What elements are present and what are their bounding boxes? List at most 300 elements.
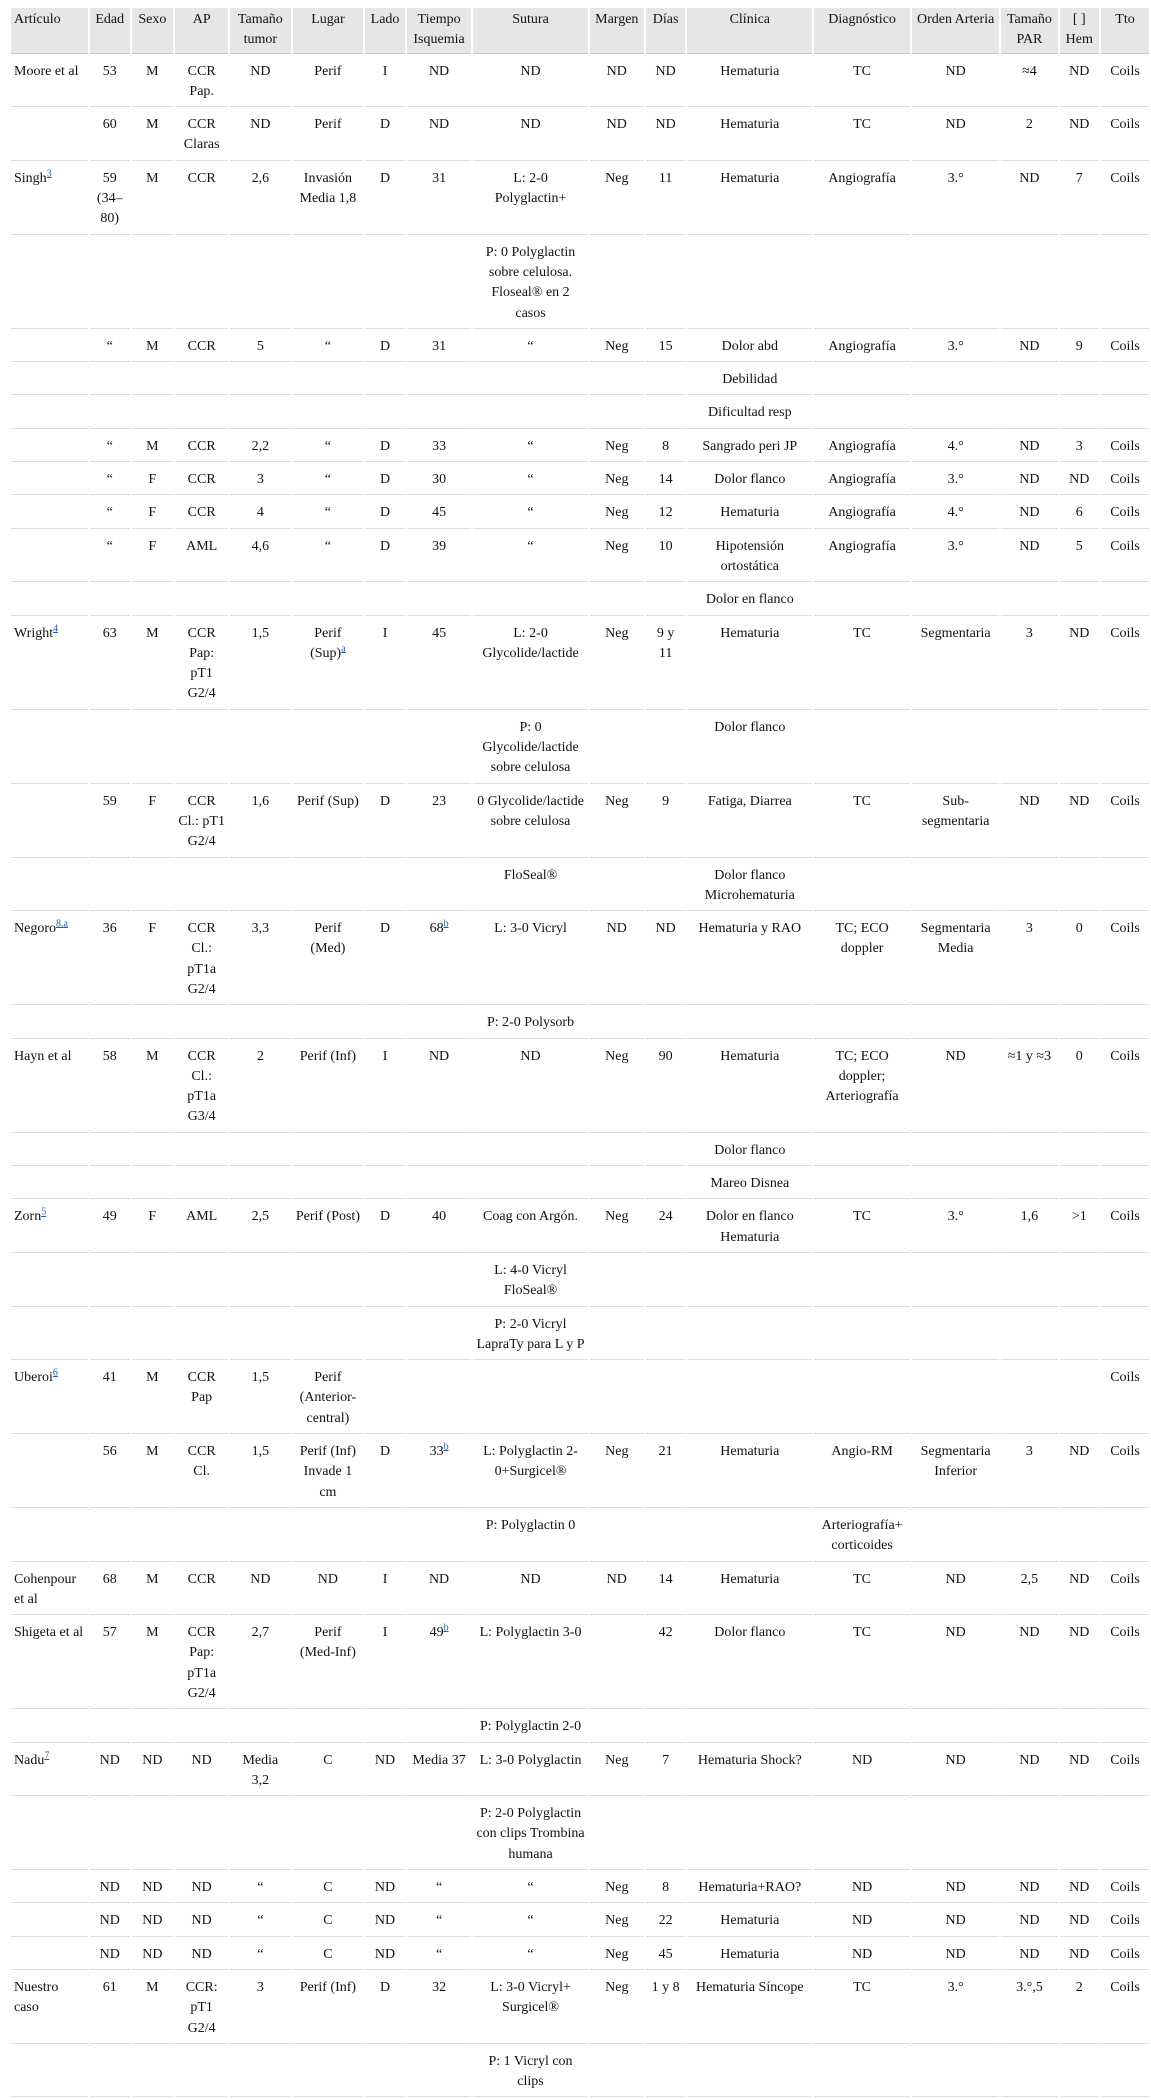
table-cell: [687, 109, 812, 161]
table-cell: [175, 584, 228, 615]
cell-text: L: 2-0 Glycolide/lactide: [482, 625, 579, 661]
cell-text: Angiografía: [828, 505, 896, 521]
table-cell: [590, 1745, 644, 1797]
table-cell: [293, 1436, 364, 1508]
cell-text: Invasión Media 1,8: [299, 170, 357, 207]
cell-text: 68: [102, 1571, 117, 1587]
cell-text: M: [146, 117, 159, 133]
table-cell: [175, 2046, 228, 2098]
cell-text: 1,6: [1020, 1209, 1039, 1225]
table-cell: [293, 1135, 364, 1166]
table-cell: [814, 397, 910, 428]
table-cell: [1060, 860, 1100, 912]
table-cell: [132, 464, 174, 495]
table-cell: [175, 786, 228, 858]
cell-text: “: [257, 1913, 264, 1929]
footnote-mark[interactable]: b: [443, 918, 449, 930]
table-cell: [407, 1939, 472, 1970]
table-row: [11, 1436, 1149, 1508]
cell-text: Nadu: [14, 1752, 45, 1768]
table-cell: [912, 1007, 999, 1038]
table-cell: [1001, 913, 1057, 1005]
table-cell: [646, 364, 686, 395]
table-cell: [1060, 1711, 1100, 1742]
cell-text: 56: [102, 1444, 117, 1460]
table-cell: [814, 1939, 910, 1970]
table-row: [11, 331, 1149, 362]
table-cell: [687, 1255, 812, 1307]
table-cell: [473, 56, 587, 108]
table-cell: [90, 618, 130, 710]
comparison-table: [9, 6, 1151, 2099]
table-cell: [687, 56, 812, 108]
table-cell: [230, 1972, 290, 2044]
cell-text: TC: [853, 793, 872, 809]
table-cell: [912, 1510, 999, 1562]
cell-text: CCR: [187, 170, 216, 186]
table-cell: [175, 1905, 228, 1936]
table-cell: [687, 497, 812, 528]
table-cell: [132, 397, 174, 428]
table-cell: [646, 237, 686, 329]
cell-text: M: [146, 170, 159, 186]
cell-text: 49: [429, 1625, 444, 1641]
table-cell: [912, 431, 999, 462]
cell-text: ND: [1069, 1571, 1090, 1587]
table-cell: [11, 497, 88, 528]
table-cell: [175, 1972, 228, 2044]
table-cell: [473, 497, 587, 528]
table-cell: [646, 1168, 686, 1199]
table-cell: [1101, 2046, 1149, 2098]
cell-text: F: [148, 1209, 157, 1225]
cell-text: 0: [1075, 921, 1083, 937]
cell-text: L: 4-0 Vicryl FloSeal®: [494, 1262, 567, 1299]
footnote-mark[interactable]: a: [341, 643, 346, 655]
table-cell: [1060, 364, 1100, 395]
table-cell: [473, 163, 587, 235]
cell-text: ND: [1069, 63, 1090, 79]
table-cell: [1060, 1872, 1100, 1903]
table-cell: [1101, 1255, 1149, 1307]
cell-text: Neg: [605, 1048, 629, 1064]
table-row: [11, 364, 1149, 395]
table-cell: [407, 497, 472, 528]
cell-text: P: 1 Vicryl con clips: [488, 2053, 573, 2090]
table-cell: [11, 531, 88, 583]
table-cell: [590, 584, 644, 615]
table-cell: [365, 1939, 405, 1970]
table-cell: [365, 618, 405, 710]
table-cell: [11, 1201, 88, 1253]
table-cell: [175, 497, 228, 528]
table-cell: [11, 1798, 88, 1870]
table-cell: [175, 163, 228, 235]
table-cell: [365, 1711, 405, 1742]
table-row: [11, 1711, 1149, 1742]
table-cell: [1001, 1798, 1057, 1870]
table-cell: [912, 1255, 999, 1307]
table-cell: [293, 163, 364, 235]
table-cell: [1060, 497, 1100, 528]
table-cell: [407, 1617, 472, 1709]
table-cell: [473, 237, 587, 329]
table-cell: [1101, 1135, 1149, 1166]
table-cell: [407, 464, 472, 495]
table-cell: [407, 531, 472, 583]
cell-text: ND: [606, 63, 627, 79]
table-cell: [646, 1362, 686, 1434]
table-cell: [1060, 431, 1100, 462]
cell-text: 49: [102, 1209, 117, 1225]
table-cell: [230, 2046, 290, 2098]
table-cell: [1001, 1135, 1057, 1166]
table-cell: [687, 1711, 812, 1742]
cell-text: ND: [655, 921, 676, 937]
table-cell: [473, 531, 587, 583]
cell-text: Sangrado peri JP: [702, 438, 798, 454]
cell-text: Dolor flanco: [714, 1142, 786, 1158]
table-cell: [912, 1872, 999, 1903]
reference-link[interactable]: 5: [41, 1206, 47, 1218]
table-cell: [230, 1255, 290, 1307]
cell-text: “: [527, 505, 534, 521]
table-cell: [590, 1972, 644, 2044]
table-cell: [687, 1510, 812, 1562]
cell-text: ND: [142, 1880, 163, 1896]
reference-link[interactable]: 8,a: [56, 918, 68, 930]
table-cell: [646, 2046, 686, 2098]
column-header: AP: [175, 8, 228, 54]
reference-link[interactable]: 7: [44, 1749, 50, 1761]
table-cell: [646, 618, 686, 710]
cell-text: L: 3-0 Polyglactin: [479, 1752, 582, 1768]
table-cell: [132, 364, 174, 395]
table-cell: [687, 1135, 812, 1166]
reference-link[interactable]: 6: [52, 1367, 58, 1379]
table-cell: [365, 860, 405, 912]
table-cell: [1101, 786, 1149, 858]
table-cell: [814, 1617, 910, 1709]
table-cell: [1101, 497, 1149, 528]
table-cell: [1060, 1972, 1100, 2044]
cell-text: L: 2-0 Polyglactin+: [494, 170, 567, 207]
reference-link[interactable]: 3: [46, 168, 52, 180]
cell-text: 3.°: [947, 1209, 964, 1225]
table-cell: [175, 618, 228, 710]
table-cell: [814, 786, 910, 858]
table-cell: [1101, 331, 1149, 362]
cell-text: Perif (Med): [310, 921, 346, 957]
cell-text: “: [324, 538, 332, 554]
cell-text: ND: [1069, 1913, 1090, 1929]
table-cell: [293, 913, 364, 1005]
table-cell: [912, 618, 999, 710]
cell-text: 1,5: [251, 1444, 270, 1460]
cell-text: “: [324, 338, 332, 354]
table-cell: [365, 1041, 405, 1133]
table-cell: [1001, 531, 1057, 583]
cell-text: C: [323, 1752, 333, 1768]
cell-text: F: [148, 793, 157, 809]
table-cell: [912, 109, 999, 161]
table-cell: [293, 1041, 364, 1133]
cell-text: M: [146, 1571, 159, 1587]
table-cell: [687, 1745, 812, 1797]
cell-text: CCR Cl.: pT1 G2/4: [178, 793, 225, 850]
table-cell: [11, 1168, 88, 1199]
table-cell: [132, 1905, 174, 1936]
table-cell: [1101, 1007, 1149, 1038]
table-cell: [646, 712, 686, 784]
table-cell: [90, 1168, 130, 1199]
table-cell: [407, 1564, 472, 1616]
table-cell: [293, 2046, 364, 2098]
table-cell: [912, 56, 999, 108]
table-cell: [11, 1041, 88, 1133]
table-cell: [814, 860, 910, 912]
cell-text: 1 y 8: [651, 1979, 680, 1995]
table-cell: [90, 1201, 130, 1253]
table-cell: [590, 1436, 644, 1508]
table-cell: [646, 1798, 686, 1870]
table-cell: [293, 464, 364, 495]
table-cell: [365, 163, 405, 235]
cell-text: P: 2-0 Polysorb: [486, 1015, 575, 1031]
cell-text: Hematuria: [720, 1913, 780, 1929]
cell-text: D: [379, 170, 391, 186]
table-cell: [407, 237, 472, 329]
table-cell: [365, 1617, 405, 1709]
table-cell: [1101, 464, 1149, 495]
cell-text: ND: [945, 63, 966, 79]
cell-text: Hematuria: [720, 117, 780, 133]
cell-text: D: [379, 1209, 391, 1225]
table-cell: [407, 331, 472, 362]
table-cell: [1060, 1041, 1100, 1133]
table-cell: [407, 109, 472, 161]
table-cell: [175, 397, 228, 428]
table-cell: [473, 1510, 587, 1562]
cell-text: 10: [658, 538, 673, 554]
cell-text: Hematuria y RAO: [698, 921, 802, 937]
table-cell: [687, 464, 812, 495]
table-cell: [473, 1939, 587, 1970]
table-cell: [1001, 786, 1057, 858]
cell-text: ND: [1019, 438, 1040, 454]
table-cell: [175, 531, 228, 583]
table-cell: [293, 331, 364, 362]
table-cell: [11, 1007, 88, 1038]
table-cell: [1060, 56, 1100, 108]
table-cell: [407, 1905, 472, 1936]
table-cell: [912, 1135, 999, 1166]
table-cell: [230, 1362, 290, 1434]
table-cell: [473, 1617, 587, 1709]
cell-text: Coils: [1110, 1979, 1140, 1995]
cell-text: M: [146, 1048, 159, 1064]
cell-text: TC; ECO doppler; Arteriografía: [825, 1048, 899, 1105]
cell-text: Dolor flanco: [714, 1625, 786, 1641]
table-cell: [646, 1905, 686, 1936]
table-row: [11, 1168, 1149, 1199]
table-cell: [1060, 1564, 1100, 1616]
table-cell: [590, 1872, 644, 1903]
table-cell: [473, 1362, 587, 1434]
table-cell: [293, 1939, 364, 1970]
table-cell: [687, 1564, 812, 1616]
cell-text: ND: [1069, 1752, 1090, 1768]
cell-text: 2,5: [251, 1209, 270, 1225]
table-cell: [230, 397, 290, 428]
table-cell: [912, 1168, 999, 1199]
table-cell: [1060, 1798, 1100, 1870]
table-cell: [293, 1798, 364, 1870]
cell-text: 32: [432, 1979, 447, 1995]
cell-text: I: [382, 63, 388, 79]
cell-text: 5: [256, 338, 264, 354]
table-cell: [1001, 860, 1057, 912]
table-cell: [1001, 331, 1057, 362]
cell-text: D: [379, 921, 391, 937]
table-cell: [912, 1564, 999, 1616]
table-cell: [1101, 397, 1149, 428]
cell-text: “: [324, 472, 332, 488]
table-cell: [175, 1617, 228, 1709]
cell-text: 2: [256, 1048, 264, 1064]
table-cell: [1101, 1711, 1149, 1742]
cell-text: ND: [655, 117, 676, 133]
cell-text: 59: [102, 793, 117, 809]
table-cell: [132, 584, 174, 615]
table-cell: [814, 913, 910, 1005]
table-cell: [11, 1510, 88, 1562]
table-cell: [912, 1041, 999, 1133]
cell-text: Hematuria: [720, 1444, 780, 1460]
table-cell: [912, 860, 999, 912]
cell-text: “: [435, 1913, 443, 1929]
table-cell: [473, 1436, 587, 1508]
table-cell: [590, 497, 644, 528]
table-cell: [646, 1201, 686, 1253]
table-cell: [90, 237, 130, 329]
cell-text: M: [146, 1625, 159, 1641]
cell-text: 11: [658, 170, 673, 186]
reference-link[interactable]: 4: [53, 622, 59, 634]
table-cell: [407, 56, 472, 108]
cell-text: ND: [606, 921, 627, 937]
table-cell: [1060, 1510, 1100, 1562]
cell-text: Perif: [314, 117, 342, 133]
cell-text: “: [527, 472, 534, 488]
table-cell: [912, 331, 999, 362]
table-cell: [407, 712, 472, 784]
cell-text: Wright: [14, 625, 54, 641]
table-cell: [814, 531, 910, 583]
table-row: [11, 1872, 1149, 1903]
table-cell: [1060, 397, 1100, 428]
cell-text: 7: [662, 1752, 670, 1768]
cell-text: 2,6: [251, 170, 270, 186]
table-cell: [646, 531, 686, 583]
table-cell: [11, 786, 88, 858]
cell-text: “: [106, 338, 113, 354]
cell-text: Hipotensión ortostática: [715, 538, 785, 574]
cell-text: TC: [853, 1209, 872, 1225]
footnote-mark[interactable]: b: [443, 1441, 449, 1453]
table-row: [11, 1135, 1149, 1166]
table-cell: [365, 1168, 405, 1199]
cell-text: 14: [658, 1571, 673, 1587]
table-cell: [1060, 1309, 1100, 1361]
table-cell: [90, 1135, 130, 1166]
table-cell: [293, 1745, 364, 1797]
table-cell: [814, 109, 910, 161]
cell-text: “: [106, 472, 113, 488]
cell-text: P: Polyglactin 2-0: [479, 1719, 582, 1735]
cell-text: ND: [851, 1946, 873, 1962]
cell-text: 3,3: [251, 921, 270, 937]
table-cell: [11, 1309, 88, 1361]
table-cell: [175, 860, 228, 912]
cell-text: ≈1 y ≈3: [1007, 1048, 1052, 1064]
table-cell: [473, 2046, 587, 2098]
cell-text: L: Polyglactin 2-0+Surgicel®: [483, 1444, 578, 1480]
table-cell: [230, 1041, 290, 1133]
column-header: [ ] Hem: [1060, 8, 1100, 54]
table-cell: [1060, 1201, 1100, 1253]
table-cell: [814, 1972, 910, 2044]
cell-text: 41: [102, 1370, 117, 1386]
cell-text: Cohenpour et al: [14, 1571, 77, 1607]
table-cell: [1101, 860, 1149, 912]
table-cell: [814, 1007, 910, 1038]
table-cell: [132, 237, 174, 329]
cell-text: “: [527, 1913, 534, 1929]
cell-text: ND: [1019, 170, 1040, 186]
table-cell: [814, 1872, 910, 1903]
table-cell: [1001, 1510, 1057, 1562]
cell-text: M: [146, 1370, 159, 1386]
table-cell: [473, 1711, 587, 1742]
cell-text: Coils: [1110, 793, 1140, 809]
table-cell: [365, 1510, 405, 1562]
cell-text: Neg: [605, 793, 629, 809]
table-row: [11, 1798, 1149, 1870]
table-cell: [230, 1201, 290, 1253]
cell-text: D: [379, 1979, 391, 1995]
table-cell: [1001, 431, 1057, 462]
table-row: [11, 1362, 1149, 1434]
table-cell: [407, 1201, 472, 1253]
table-cell: [590, 1362, 644, 1434]
cell-text: Coils: [1110, 438, 1140, 454]
table-cell: [1060, 1135, 1100, 1166]
table-row: [11, 1255, 1149, 1307]
cell-text: D: [379, 438, 391, 454]
table-cell: [1060, 464, 1100, 495]
table-cell: [175, 331, 228, 362]
table-cell: [814, 584, 910, 615]
footnote-mark[interactable]: b: [443, 1622, 449, 1634]
table-cell: [11, 1745, 88, 1797]
table-cell: [230, 109, 290, 161]
table-cell: [90, 1041, 130, 1133]
cell-text: “: [324, 438, 332, 454]
table-cell: [11, 860, 88, 912]
column-header: Orden Arteria: [912, 8, 999, 54]
cell-text: 6: [1075, 505, 1083, 521]
